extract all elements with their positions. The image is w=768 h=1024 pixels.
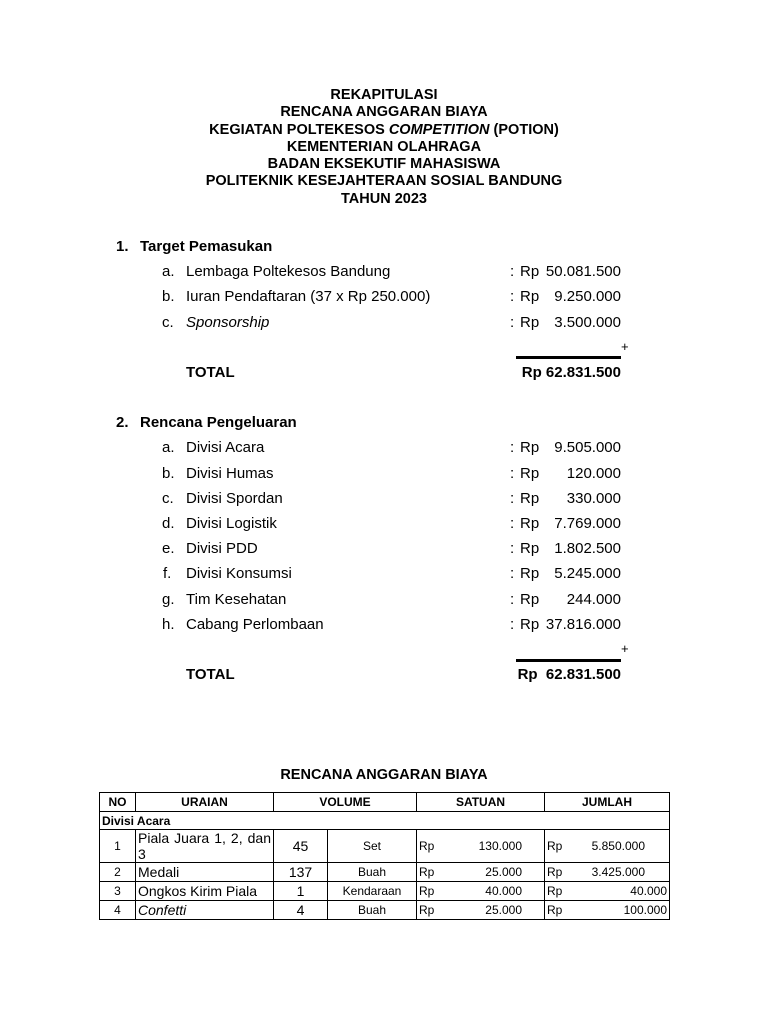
column-header-satuan: SATUAN <box>417 793 545 812</box>
expense-plus-sign: + <box>621 641 629 656</box>
row-uraian: Ongkos Kirim Piala <box>136 882 274 901</box>
income-item-amount: 50.081.500 <box>545 263 621 280</box>
income-item-amount: 3.500.000 <box>554 314 621 331</box>
income-item-amount: 9.250.000 <box>554 288 621 305</box>
expense-total-label: TOTAL <box>186 666 235 683</box>
document-header <box>0 87 768 208</box>
column-header-volume: VOLUME <box>274 793 417 812</box>
table-header-row <box>100 793 670 812</box>
table-row: 2 Medali 137 Buah Rp 25.000 Rp 3.425.000 <box>100 863 670 882</box>
income-number: 1. <box>116 238 129 255</box>
header-line-kegiatan: KEGIATAN POLTEKESOS COMPETITION (POTION) <box>209 121 559 138</box>
column-header-jumlah: JUMLAH <box>545 793 670 812</box>
header-line-rab: RENCANA ANGGARAN BIAYA <box>280 104 488 121</box>
income-item-label: Sponsorship <box>186 314 270 331</box>
header-line-bem: BADAN EKSEKUTIF MAHASISWA <box>267 156 501 173</box>
table-row: 4 Confetti 4 Buah Rp 25.000 Rp 100.000 <box>100 901 670 920</box>
header-line-kementerian: KEMENTERIAN OLAHRAGA <box>286 138 482 155</box>
expense-heading: Rencana Pengeluaran <box>140 414 297 431</box>
header-line-rekapitulasi: REKAPITULASI <box>330 87 438 103</box>
expense-number: 2. <box>116 414 129 431</box>
header-line-politeknik: POLITEKNIK KESEJAHTERAAN SOSIAL BANDUNG <box>205 173 563 190</box>
row-uraian: Piala Juara 1, 2, dan 3 <box>136 830 274 863</box>
row-uraian: Confetti <box>136 901 274 920</box>
income-plus-sign: + <box>621 339 629 354</box>
section-label: Divisi Acara <box>100 812 670 830</box>
column-header-no: NO <box>100 793 136 812</box>
income-total-label: TOTAL <box>186 364 235 381</box>
row-uraian: Medali <box>136 863 274 882</box>
income-total-rule <box>516 356 621 359</box>
income-item-label: Iuran Pendaftaran (37 x Rp 250.000) <box>186 288 431 305</box>
expense-total-rule <box>516 659 621 662</box>
budget-table <box>99 792 670 920</box>
column-header-uraian: URAIAN <box>136 793 274 812</box>
income-total-value: Rp 62.831.500 <box>521 364 621 381</box>
income-item-label: Lembaga Poltekesos Bandung <box>186 263 391 280</box>
budget-table-title: RENCANA ANGGARAN BIAYA <box>280 767 488 783</box>
income-heading: Target Pemasukan <box>140 238 273 255</box>
table-row: 1 Piala Juara 1, 2, dan 3 45 Set Rp 130.000 Rp 5.850.000 <box>100 830 670 863</box>
table-row: 3 Ongkos Kirim Piala 1 Kendaraan Rp 40.000 Rp 40.000 <box>100 882 670 901</box>
expense-total-value: Rp 62.831.500 <box>517 666 621 683</box>
header-line-tahun: TAHUN 2023 <box>341 190 427 207</box>
table-section-row <box>100 812 670 830</box>
